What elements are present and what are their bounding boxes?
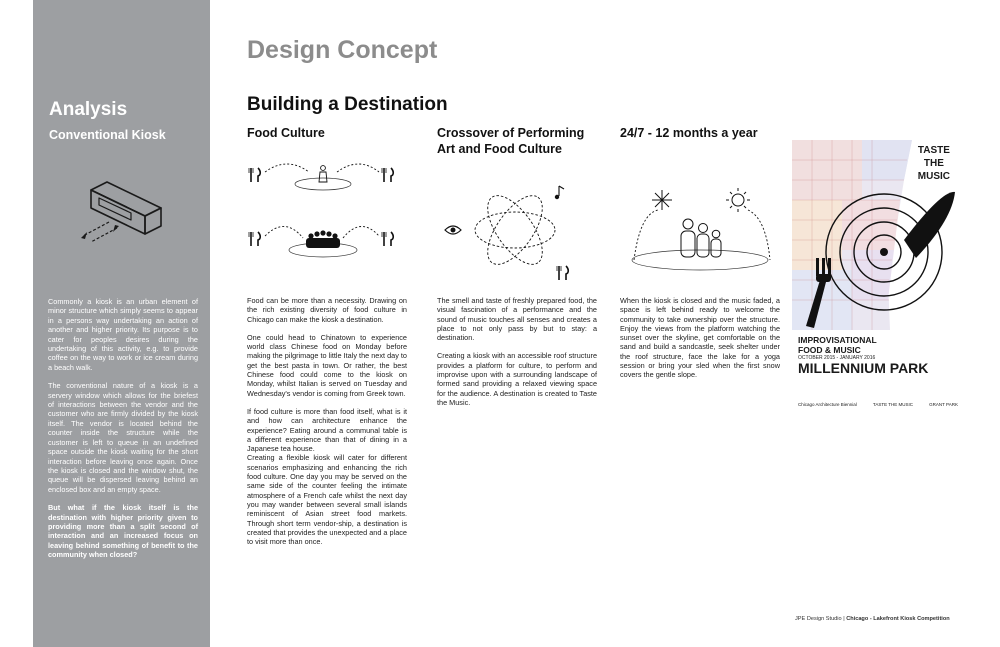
poster-venue: MILLENNIUM PARK [798, 360, 929, 376]
sidebar-heading: Analysis [49, 99, 128, 120]
sidebar-paragraph: The conventional nature of a kiosk is a servery window which allows for the briefest of interactions between the vendor and the customer who are firmly divided by the kiosk itself. The vendor is located behind the counter inside the structure while the customer is left to queue in an undefined space outside the kiosk waiting for the short interaction before leaving once again. Once the kiosk is closed and the window shut, the queue will be dispersed leaving behind an enclosed box and an empty space. [48, 381, 198, 494]
column-body [437, 296, 597, 416]
column-title: Crossover of Performing Art and Food Culture [437, 126, 585, 156]
poster-taste-word: MUSIC [917, 171, 950, 182]
poster-event-info [798, 336, 958, 376]
column-crossover [437, 126, 597, 407]
community-diagram [620, 184, 780, 274]
poster-logo-biennial: Chicago Architecture Biennial [798, 402, 857, 407]
taste-the-music-poster [792, 140, 960, 417]
footer-competition: Chicago - Lakefront Kiosk Competition [846, 616, 950, 622]
poster-line2: FOOD & MUSIC [798, 344, 861, 355]
column-body [620, 296, 780, 389]
poster-logos [798, 402, 958, 407]
poster-dates: OCTOBER 2015 - JANUARY 2016 [798, 355, 876, 361]
poster-taste-the-music [918, 144, 950, 183]
poster-taste-word: TASTE [917, 145, 950, 156]
poster-logo-grant-park: GRANT PARK [929, 402, 958, 407]
sidebar-closing-question: But what if the kiosk itself is the destination with higher priority given to providing more than a split second of interaction and an increased focus on leaving behind something of benefit to the community when closed? [48, 503, 198, 560]
column-paragraph: If food culture is more than food itself, what is it and how can architecture enhance the experience? Eating around a communal table is a different experience than that of dining in a Japanese tea house. [247, 406, 407, 454]
column-paragraph: Creating a flexible kiosk will cater for different scenarios emphasizing and enhancing the rich food culture. One day you may be served on the same side of the counter feeling the intimate atmosphere of a French cafe whilst the next day you may wander between several small islands reminiscent of Asian street food markets. Through short term vendor-ship, a destination is created that provides the unexpected and a place to visit more than once. [247, 453, 407, 547]
column-paragraph: Creating a kiosk with an accessible roof structure provides a platform for culture, to perform and improvise upon with a surrounding landscape of formed sand providing a relaxed viewing space for the audience. A destination is created to Taste the Music. [437, 351, 597, 407]
senses-orbit-diagram [437, 178, 597, 288]
column-paragraph: When the kiosk is closed and the music faded, a space is left behind ready to welcome the community to take ownership over the structure. Enjoy the views from the platform watching the sunset over the skyline, get comfortable on the sand and build a sandcastle, seek shelter under the roof structure, face the lake for a yoga session or bring your sled when the first snow covers the gentle slope. [620, 296, 780, 380]
footer-studio: JPE Design Studio | [795, 616, 847, 622]
food-culture-diagram [247, 158, 407, 278]
column-paragraph: The smell and taste of freshly prepared food, the visual fascination of a performance and the sound of music touches all senses and creates a place to not only pass by but to stay: a destination. [437, 296, 597, 343]
poster-line1: IMPROVISATIONAL [798, 335, 877, 345]
kiosk-box-diagram [69, 178, 169, 253]
column-title: Food Culture [247, 126, 325, 140]
footer-credit [795, 616, 950, 622]
column-paragraph: One could head to Chinatown to experience world class Chinese food on Monday before making the pilgrimage to little Italy the next day to get the best pasta in town. Or rather, the best Chinese food could come to the kiosk on Monday, whilst Italian is served on Tuesday and Wednesday's vendor is coming from Greek town. [247, 332, 407, 398]
page-subtitle: Building a Destination [247, 94, 448, 115]
column-paragraph: Food can be more than a necessity. Drawing on the rich existing diversity of food culture in Chicago can make the kiosk a destination. [247, 296, 407, 324]
poster-taste-word: THE [923, 158, 944, 169]
column-food-culture [247, 126, 407, 547]
poster-logo-taste: TASTE THE MUSIC [872, 402, 914, 407]
column-24-7 [620, 126, 780, 380]
sidebar-text [48, 297, 198, 569]
page-title: Design Concept [247, 36, 438, 64]
column-title: 24/7 - 12 months a year [620, 126, 758, 140]
analysis-sidebar [33, 0, 210, 647]
sidebar-subheading: Conventional Kiosk [49, 128, 166, 142]
column-body [247, 296, 407, 555]
sidebar-paragraph: Commonly a kiosk is an urban element of minor structure which simply seems to appear in a persons way undertaking an action of another and higher priority. Its purpose is to cater for peoples desires during the undertaking of this activity, e.g. to provide coffee on the way to work or ice cream during a beach walk. [48, 297, 198, 372]
